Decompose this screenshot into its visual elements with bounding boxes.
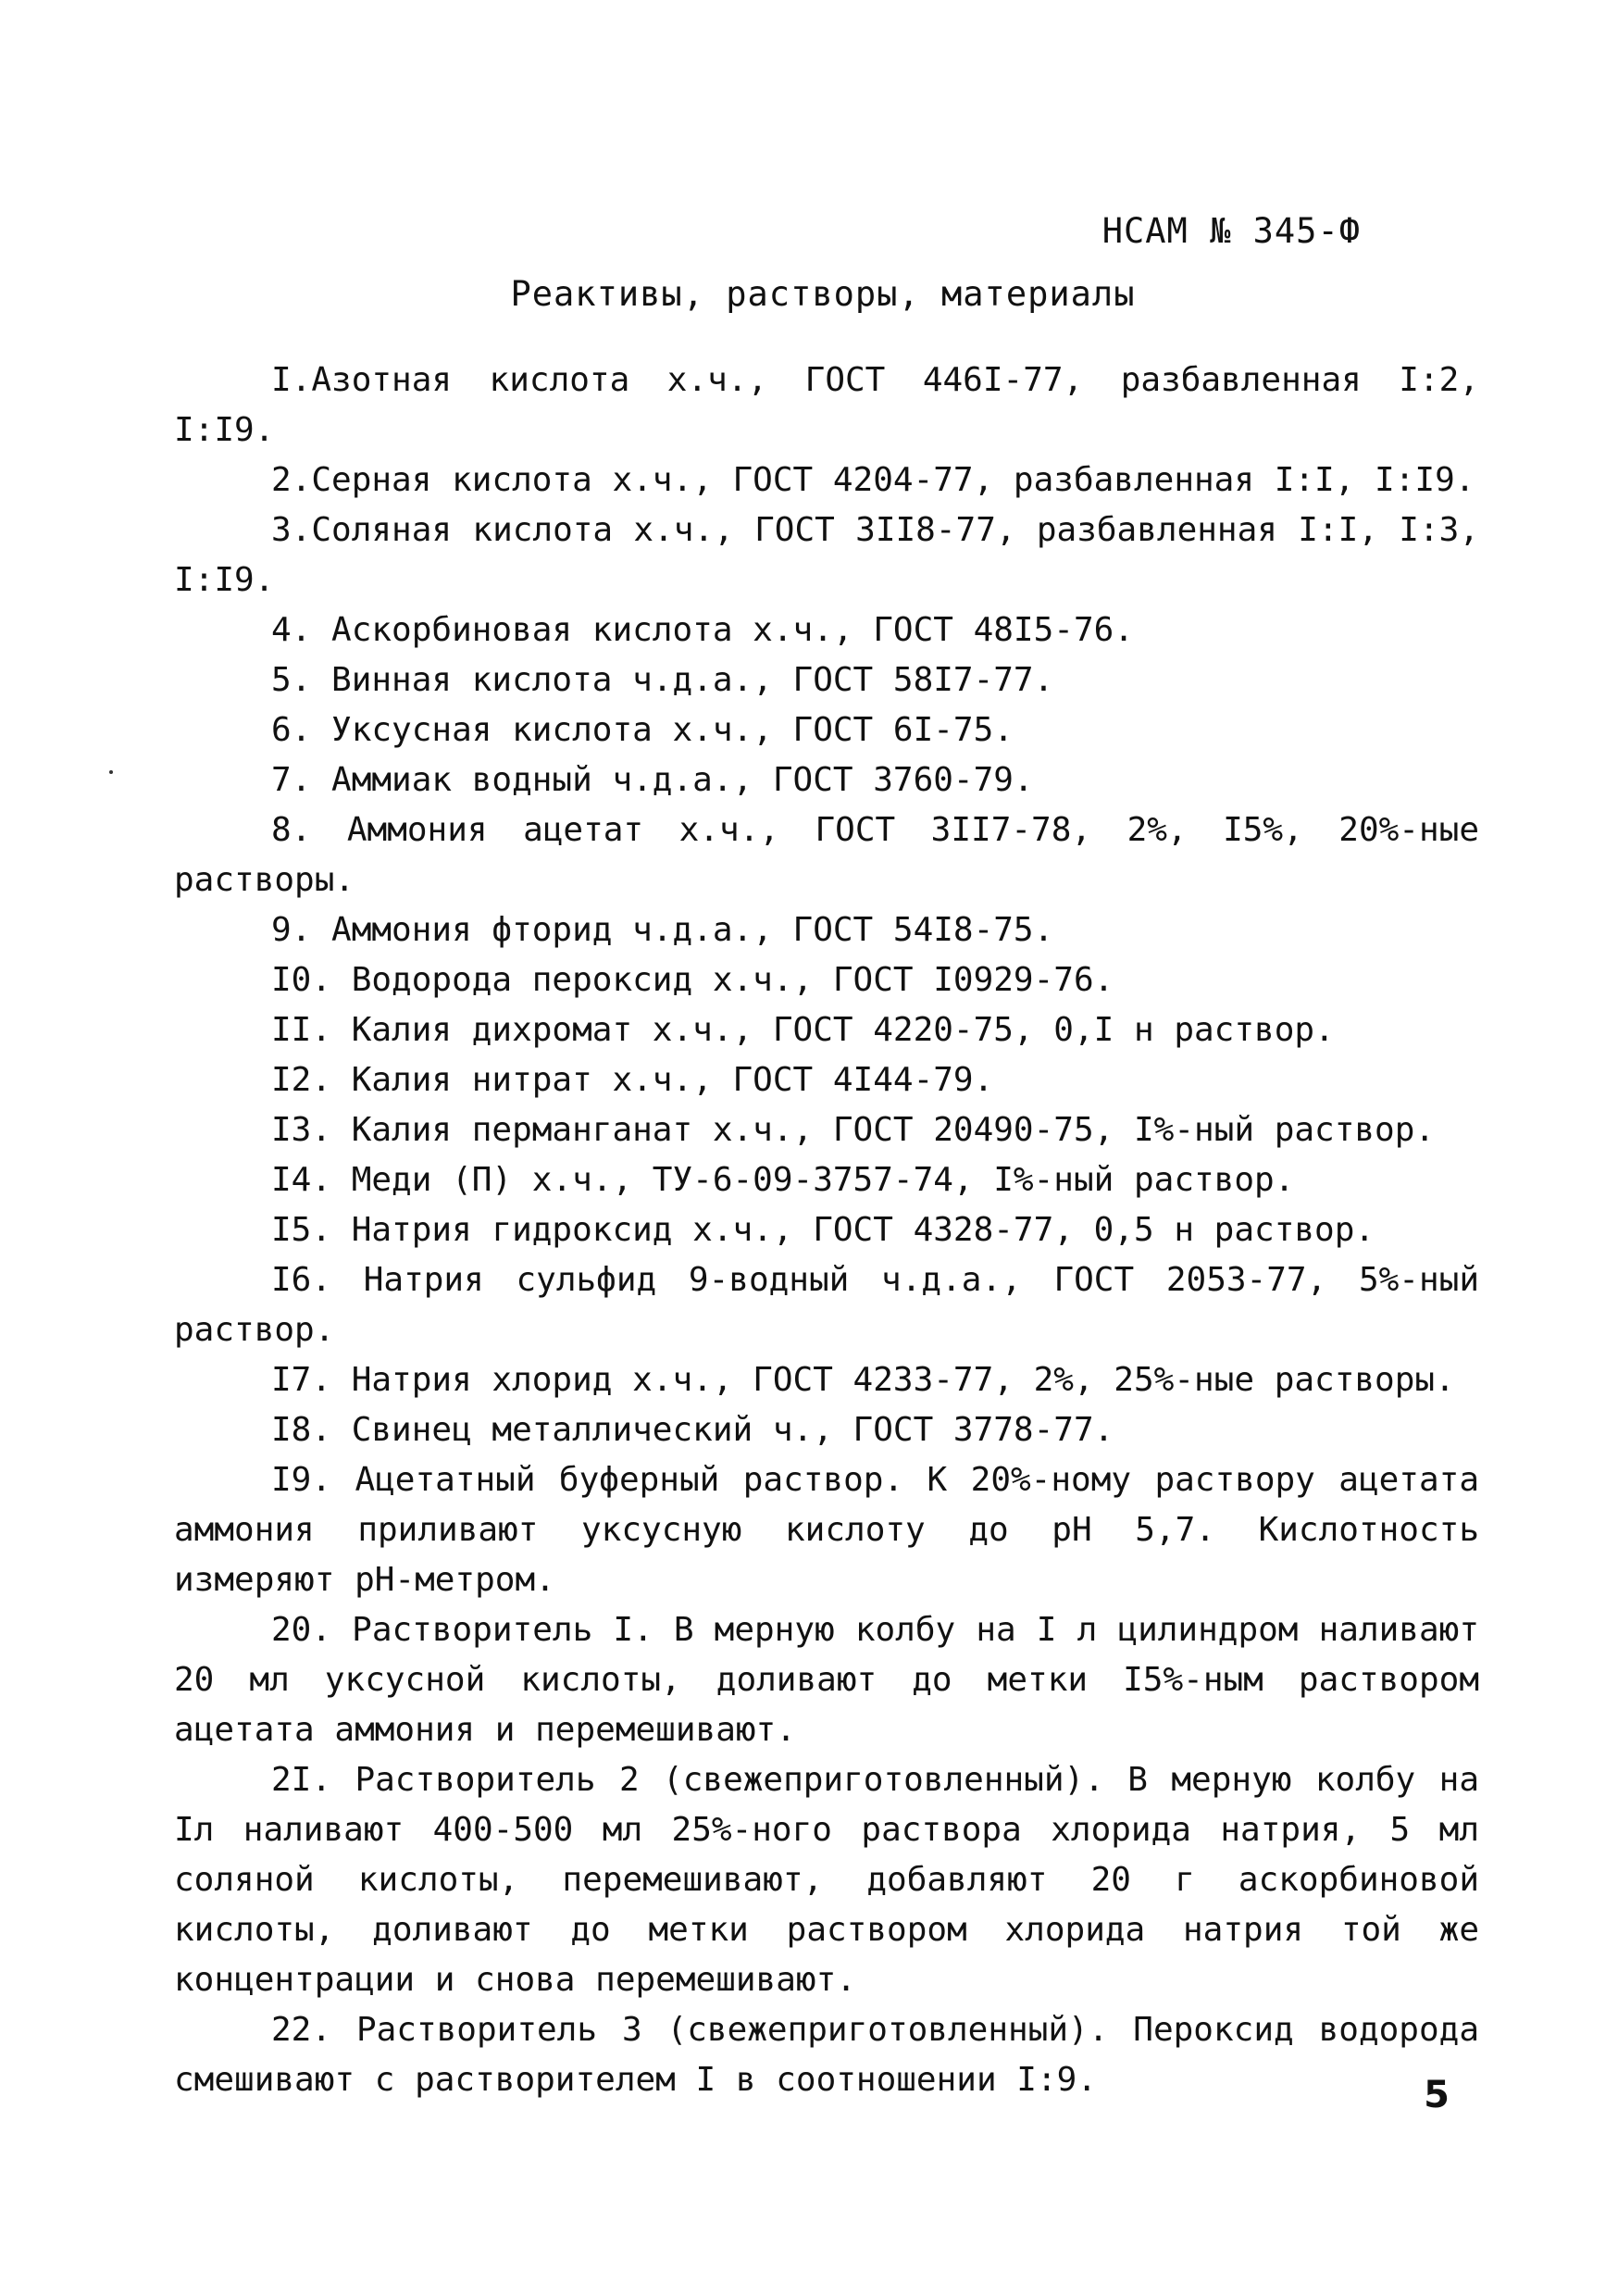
list-item: 7. Аммиак водный ч.д.а., ГОСТ 3760-79. bbox=[271, 761, 1034, 799]
list-item: I5. Натрия гидроксид х.ч., ГОСТ 4328-77, 0,5 н раствор. bbox=[271, 1211, 1375, 1249]
list-item: 22. Растворитель 3 (свежеприготовленный). Пероксид водорода смешивают с растворителем I в соотношении I:9. bbox=[174, 2011, 1479, 2099]
list-item: 9. Аммония фторид ч.д.а., ГОСТ 54I8-75. bbox=[271, 911, 1054, 949]
list-item: 4. Аскорбиновая кислота х.ч., ГОСТ 48I5-76. bbox=[271, 611, 1134, 649]
list-item: I.Азотная кислота х.ч., ГОСТ 446I-77, разбавленная I:2, I:I9. bbox=[174, 361, 1479, 449]
list-item: II. Калия дихромат х.ч., ГОСТ 4220-75, 0,I н раствор. bbox=[271, 1011, 1335, 1049]
section-title: Реактивы, растворы, материалы bbox=[510, 274, 1136, 314]
list-item: I4. Меди (П) х.ч., ТУ-6-09-3757-74, I%-ный раствор. bbox=[271, 1161, 1295, 1199]
list-item: I2. Калия нитрат х.ч., ГОСТ 4I44-79. bbox=[271, 1061, 994, 1099]
list-item: 8. Аммония ацетат х.ч., ГОСТ 3II7-78, 2%, I5%, 20%-ные растворы. bbox=[174, 811, 1479, 899]
list-item: I7. Натрия хлорид х.ч., ГОСТ 4233-77, 2%, 25%-ные растворы. bbox=[271, 1361, 1455, 1399]
list-item: 5. Винная кислота ч.д.а., ГОСТ 58I7-77. bbox=[271, 661, 1054, 699]
list-item: 2.Серная кислота х.ч., ГОСТ 4204-77, разбавленная I:I, I:I9. bbox=[271, 461, 1475, 499]
list-item: 3.Соляная кислота х.ч., ГОСТ 3II8-77, разбавленная I:I, I:3, I:I9. bbox=[174, 511, 1479, 599]
reagents-list bbox=[174, 356, 1479, 2105]
list-item: 6. Уксусная кислота х.ч., ГОСТ 6I-75. bbox=[271, 711, 1014, 749]
list-item: I0. Водорода пероксид х.ч., ГОСТ I0929-76. bbox=[271, 961, 1114, 999]
document-code: НСАМ № 345-Ф bbox=[1101, 211, 1361, 251]
list-item: 20. Растворитель I. В мерную колбу на I л цилиндром наливают 20 мл уксусной кислоты, доливают до метки I5%-ным раствором ацетата аммония и перемешивают. bbox=[174, 1611, 1479, 1749]
list-item: I8. Свинец металлический ч., ГОСТ 3778-77. bbox=[271, 1411, 1114, 1449]
list-item: I3. Калия перманганат х.ч., ГОСТ 20490-75, I%-ный раствор. bbox=[271, 1111, 1436, 1149]
list-item: I6. Натрия сульфид 9-водный ч.д.а., ГОСТ 2053-77, 5%-ный раствор. bbox=[174, 1261, 1479, 1349]
scan-speck bbox=[109, 770, 113, 774]
list-item: I9. Ацетатный буферный раствор. К 20%-ному раствору ацетата аммония приливают уксусную кислоту до pH 5,7. Кислотность измеряют pH-метром. bbox=[174, 1461, 1479, 1599]
page-number: 5 bbox=[1424, 2074, 1450, 2116]
list-item: 2I. Растворитель 2 (свежеприготовленный). В мерную колбу на Iл наливают 400-500 мл 25%-ного раствора хлорида натрия, 5 мл соляной кислоты, перемешивают, добавляют 20 г аскорбиновой кислоты, доливают до метки раствором хлорида натрия той же концентрации и снова перемешивают. bbox=[174, 1761, 1479, 1999]
